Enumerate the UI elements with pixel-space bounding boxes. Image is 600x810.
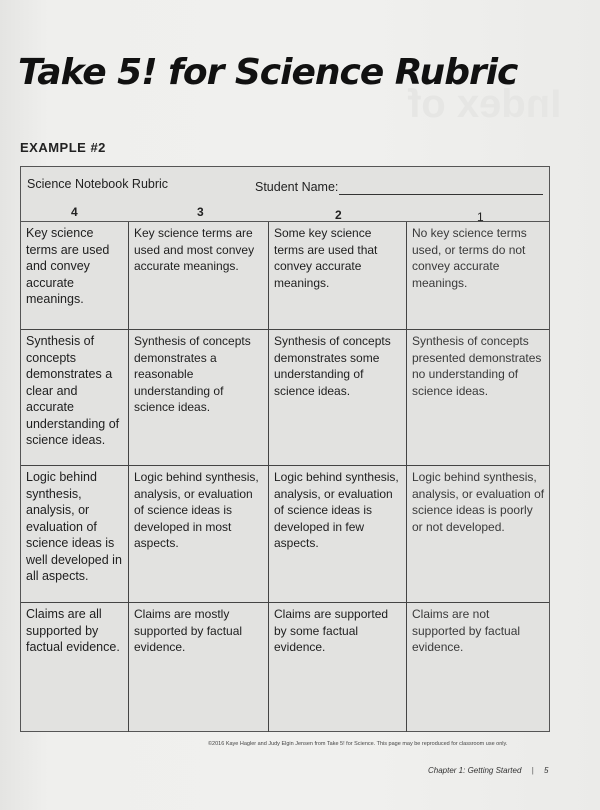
row1-score2: Some key science terms are used that convey accurate meanings. <box>269 222 407 330</box>
row4-score2: Claims are supported by some factual evidence. <box>269 603 407 732</box>
student-name-label: Student Name: <box>255 180 339 194</box>
page-title: Take 5! for Science Rubric <box>18 52 518 93</box>
row3-score3: Logic behind synthesis, analysis, or evaluation of science ideas is developed in most aspects. <box>129 466 269 603</box>
score-1-header: 1 <box>477 210 484 224</box>
rubric-grid <box>21 221 549 732</box>
score-2-header: 2 <box>335 208 342 222</box>
row3-score2: Logic behind synthesis, analysis, or evaluation of science ideas is developed in few aspects. <box>269 466 407 603</box>
bleed-through-text: Index of <box>408 82 562 126</box>
score-3-header: 3 <box>197 205 204 219</box>
row1-score1: No key science terms used, or terms do not convey accurate meanings. <box>407 222 549 330</box>
row2-score3: Synthesis of concepts demonstrates a reasonable understanding of science ideas. <box>129 330 269 466</box>
copyright-notice: ©2016 Kaye Hagler and Judy Elgin Jensen from Take 5! for Science. This page may be reproduced for classroom use only. <box>208 741 508 747</box>
row2-score1: Synthesis of concepts presented demonstrates no understanding of science ideas. <box>407 330 549 466</box>
row2-score4: Synthesis of concepts demonstrates a clear and accurate understanding of science ideas. <box>21 330 129 466</box>
row4-score1: Claims are not supported by factual evidence. <box>412 607 521 654</box>
page-footer <box>428 766 548 775</box>
row3-score4: Logic behind synthesis, analysis, or evaluation of science ideas is well developed in all aspects. <box>21 466 129 603</box>
section-label: EXAMPLE #2 <box>20 140 106 155</box>
score-4-header: 4 <box>71 205 78 219</box>
row2-score2: Synthesis of concepts demonstrates some understanding of science ideas. <box>269 330 407 466</box>
page-number: 5 <box>543 766 549 775</box>
score-header-row <box>21 205 549 224</box>
rubric-table <box>20 166 550 732</box>
row1-score3: Key science terms are used and most convey accurate meanings. <box>129 222 269 330</box>
row1-score4: Key science terms are used and convey accurate meanings. <box>21 222 129 330</box>
rubric-header <box>21 167 549 207</box>
chapter-label: Chapter 1: Getting Started <box>428 766 522 775</box>
footer-separator: | <box>531 766 534 775</box>
row3-score1: Logic behind synthesis, analysis, or evaluation of science ideas is poorly or not developed. <box>407 466 549 603</box>
row4-score4: Claims are all supported by factual evidence. <box>21 603 129 732</box>
rubric-name: Science Notebook Rubric <box>27 177 169 191</box>
row4-score3: Claims are mostly supported by factual evidence. <box>129 603 269 732</box>
student-name-field[interactable] <box>339 193 543 195</box>
